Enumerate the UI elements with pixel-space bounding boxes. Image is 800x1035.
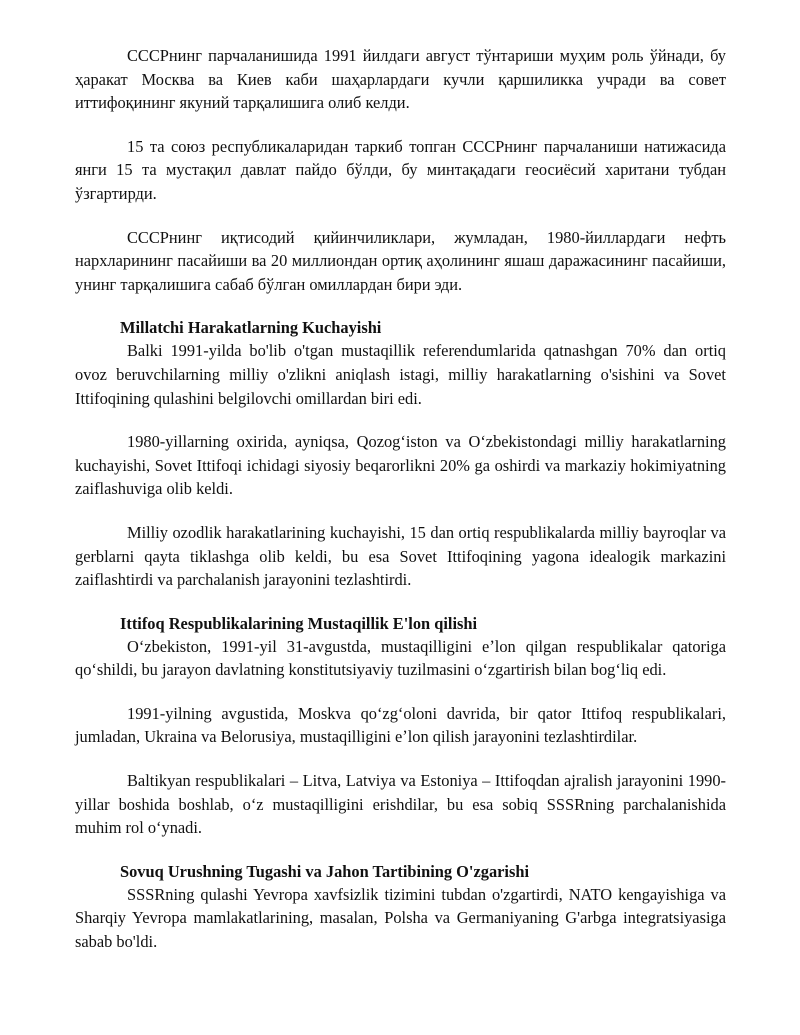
section-heading: Millatchi Harakatlarning Kuchayishi [120, 318, 382, 338]
paragraph: Balki 1991-yilda bo'lib o'tgan mustaqillik referendumlarida qatnashgan 70% dan ortiq ovoz beruvchilarning milliy o'zlikni aniqlash istagi, milliy harakatlarning o'sishini va Sovet Ittifoqining qulashini belgilovchi omillardan biri edi. [75, 341, 726, 408]
paragraph: Milliy ozodlik harakatlarining kuchayishi, 15 dan ortiq respublikalarda milliy bayroqlar va gerblarni qayta tiklashga olib keldi, bu esa Sovet Ittifoqining yagona idealogik markazini zaiflashtirdi va parchalanish jarayonini tezlashtirdi. [75, 522, 726, 590]
section-heading: Sovuq Urushning Tugashi va Jahon Tartibining O'zgarishi [120, 861, 530, 881]
paragraph: Baltikyan respublikalari – Litva, Latviya va Estoniya – Ittifoqdan ajralish jarayonini 1990-yillar boshida boshlab, oʻz mustaqilligini erishdilar, bu esa sobiq SSSRning parchalanishida muhim rol oʻynadi. [75, 771, 726, 838]
paragraph: 15 та союз республикаларидан таркиб топган СССРнинг парчаланиши натижасида янги 15 та мустақил давлат пайдо бўлди, бу минтақадаги геосиёсий харитани тубдан ўзгартирди. [75, 136, 726, 203]
document-page [75, 44, 726, 954]
paragraph: SSSRning qulashi Yevropa xavfsizlik tizimini tubdan o'zgartirdi, NATO kengayishiga va Sharqiy Yevropa mamlakatlarining, masalan, Polsha va Germaniyaning G'arbga integratsiyasiga sabab bo'ldi. [75, 884, 726, 952]
section-heading: Ittifoq Respublikalarining Mustaqillik E'lon qilishi [120, 613, 478, 633]
paragraph: 1991-yilning avgustida, Moskva qoʻzgʻoloni davrida, bir qator Ittifoq respublikalari, jumladan, Ukraina va Belorusiya, mustaqilligini eʼlon qilish jarayonini tezlashtirdilar. [75, 703, 726, 747]
paragraph: СССРнинг иқтисодий қийинчиликлари, жумладан, 1980-йиллардаги нефть нархларининг пасайиши ва 20 миллиондан ортиқ аҳолининг яшаш даражасининг пасайиши, унинг тарқалишига сабаб бўлган омиллардан бири эди. [75, 227, 726, 294]
paragraph: Oʻzbekiston, 1991-yil 31-avgustda, mustaqilligini eʼlon qilgan respublikalar qatoriga qoʻshildi, bu jarayon davlatning konstitutsiyaviy tuzilmasini oʻzgartirish bilan bogʻliq edi. [75, 636, 726, 680]
paragraph: СССРнинг парчаланишида 1991 йилдаги август тўнтариши муҳим роль ўйнади, бу ҳаракат Москва ва Киев каби шаҳарлардаги кучли қаршиликка учради ва совет иттифоқининг якуний тарқалишига олиб келди. [75, 46, 726, 113]
paragraph: 1980-yillarning oxirida, ayniqsa, Qozogʻiston va Oʻzbekistondagi milliy harakatlarning kuchayishi, Sovet Ittifoqi ichidagi siyosiy beqarorlikni 20% ga oshirdi va markaziy hokimiyatning zaiflashuviga olib keldi. [75, 432, 726, 499]
